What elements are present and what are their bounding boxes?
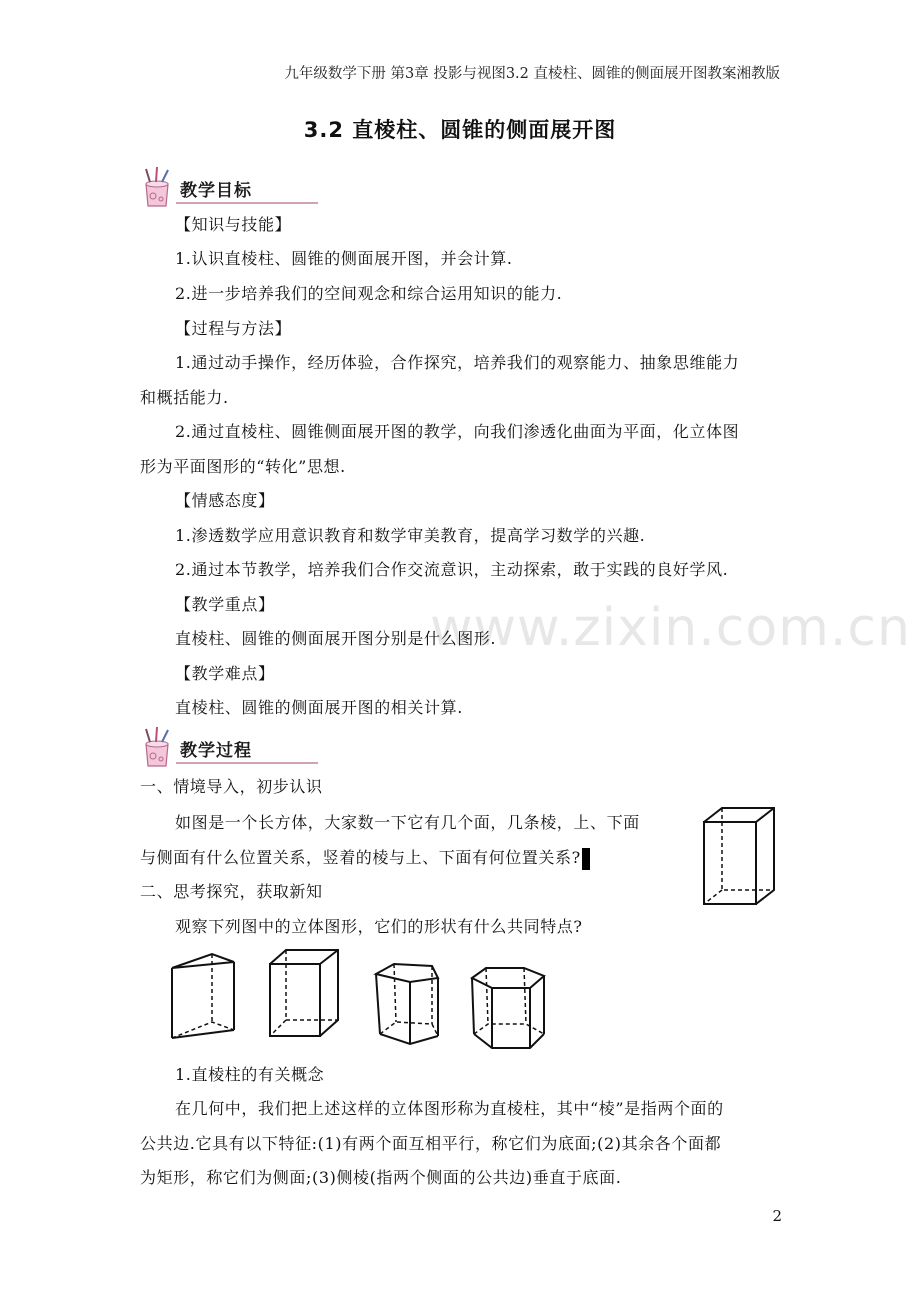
- key-heading: 【教学重点】: [175, 595, 275, 614]
- rectangular-prism-figure: [266, 946, 344, 1042]
- difficulty-text: 直棱柱、圆锥的侧面展开图的相关计算.: [175, 698, 463, 717]
- process-heading: 【过程与方法】: [175, 319, 292, 338]
- watermark: www.zixin.com.cn: [430, 598, 911, 658]
- process-item-2b: 形为平面图形的“转化”思想.: [140, 457, 346, 476]
- emotion-item-1: 1.渗透数学应用意识教育和数学审美教育，提高学习数学的兴趣.: [175, 526, 646, 545]
- process-item-1a: 1.通过动手操作，经历体验，合作探究，培养我们的观察能力、抽象思维能力: [175, 353, 740, 372]
- concept-text-a: 在几何中，我们把上述这样的立体图形称为直棱柱，其中“棱”是指两个面的: [175, 1099, 724, 1118]
- concept-text-b: 公共边.它具有以下特征:(1)有两个面互相平行，称它们为底面;(2)其余各个面都: [140, 1134, 722, 1153]
- key-text: 直棱柱、圆锥的侧面展开图分别是什么图形.: [175, 629, 497, 648]
- pencil-cup-icon: [138, 726, 178, 770]
- part1-text-b-row: [140, 847, 590, 870]
- section-underline: [176, 202, 318, 204]
- pencil-cup-icon: [138, 166, 178, 210]
- part1-text-b: 与侧面有什么位置关系，竖着的棱与上、下面有何位置关系?: [140, 848, 581, 867]
- process-item-2a: 2.通过直棱柱、圆锥侧面展开图的教学，向我们渗透化曲面为平面，化立体图: [175, 422, 740, 441]
- emotion-item-2: 2.通过本节教学，培养我们合作交流意识，主动探索，敢于实践的良好学风.: [175, 560, 729, 579]
- knowledge-item-1: 1.认识直棱柱、圆锥的侧面展开图，并会计算.: [175, 249, 513, 268]
- section-label: 教学目标: [180, 181, 252, 201]
- page-title: 3.2 直棱柱、圆锥的侧面展开图: [303, 118, 617, 142]
- part2-text: 观察下列图中的立体图形，它们的形状有什么共同特点?: [175, 917, 583, 936]
- process-item-1b: 和概括能力.: [140, 388, 229, 407]
- concept-heading: 1.直棱柱的有关概念: [175, 1065, 325, 1084]
- section-banner-goals: [138, 166, 288, 212]
- difficulty-heading: 【教学难点】: [175, 664, 275, 683]
- triangular-prism-figure: [168, 948, 240, 1044]
- part2-heading: 二、思考探究，获取新知: [140, 882, 323, 901]
- emotion-heading: 【情感态度】: [175, 491, 275, 510]
- hexagonal-prism-figure: [468, 962, 552, 1054]
- page-header: 九年级数学下册 第3章 投影与视图3.2 直棱柱、圆锥的侧面展开图教案湘教版: [284, 66, 780, 82]
- text-cursor: [582, 848, 590, 870]
- section-label: 教学过程: [180, 741, 252, 761]
- part1-heading: 一、情境导入，初步认识: [140, 777, 323, 796]
- pentagonal-prism-figure: [370, 960, 446, 1050]
- knowledge-item-2: 2.进一步培养我们的空间观念和综合运用知识的能力.: [175, 284, 563, 303]
- cuboid-figure: [700, 804, 780, 908]
- page-number: 2: [772, 1207, 782, 1225]
- knowledge-heading: 【知识与技能】: [175, 215, 292, 234]
- section-underline: [176, 762, 318, 764]
- concept-text-c: 为矩形，称它们为侧面;(3)侧棱(指两个侧面的公共边)垂直于底面.: [140, 1168, 622, 1187]
- section-banner-process: [138, 726, 288, 772]
- part1-text-a: 如图是一个长方体，大家数一下它有几个面，几条棱，上、下面: [175, 813, 640, 832]
